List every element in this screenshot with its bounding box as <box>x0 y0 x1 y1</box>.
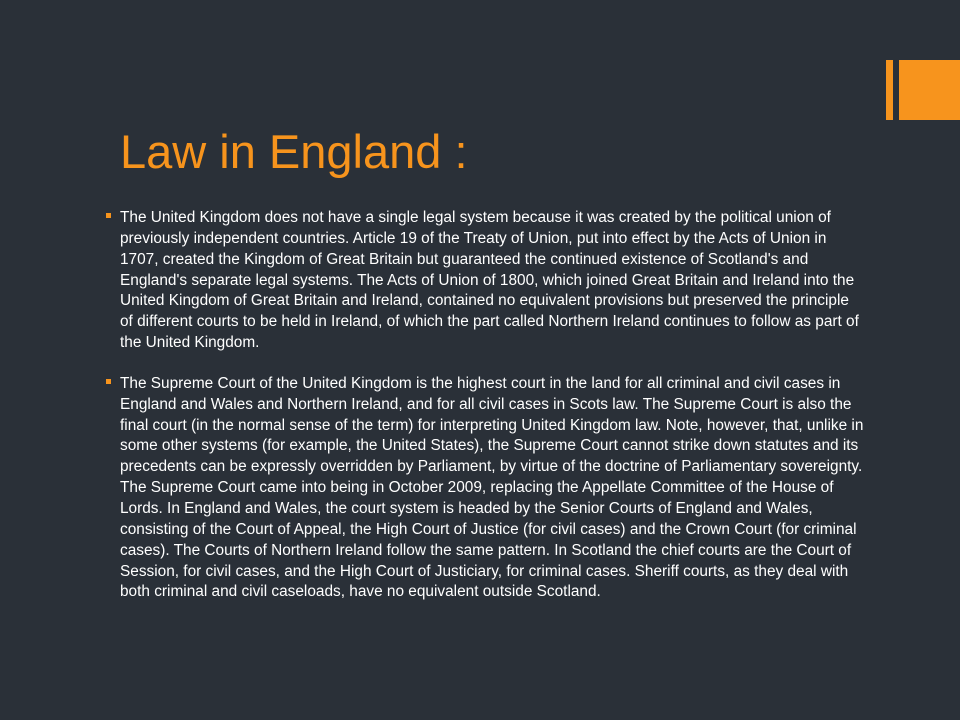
bullet-square-icon <box>106 213 111 218</box>
bullet-text: The United Kingdom does not have a single legal system because it was created by the political union of previously independent countries. Article 19 of the Treaty of Union, put into effect by the Acts of Union in 1707, created the Kingdom of Great Britain but guaranteed the continued existence of Scotland's and England's separate legal systems. The Acts of Union of 1800, which joined Great Britain and Ireland into the United Kingdom of Great Britain and Ireland, contained no equivalent provisions but preserved the principle of different courts to be held in Ireland, of which the part called Northern Ireland continues to follow as part of the United Kingdom. <box>120 209 859 352</box>
bullet-item <box>106 208 866 354</box>
accent-bar-thin <box>886 60 893 120</box>
bullet-square-icon <box>106 379 111 384</box>
bullet-item <box>106 374 866 603</box>
bullet-text: The Supreme Court of the United Kingdom is the highest court in the land for all criminal and civil cases in England and Wales and Northern Ireland, and for all civil cases in Scots law. The Supreme Court is also the final court (in the normal sense of the term) for interpreting United Kingdom law. Note, however, that, unlike in some other systems (for example, the United States), the Supreme Court cannot strike down statutes and its precedents can be expressly overridden by Parliament, by virtue of the doctrine of Parliamentary sovereignty. The Supreme Court came into being in October 2009, replacing the Appellate Committee of the House of Lords. In England and Wales, the court system is headed by the Senior Courts of England and Wales, consisting of the Court of Appeal, the High Court of Justice (for civil cases) and the Crown Court (for criminal cases). The Courts of Northern Ireland follow the same pattern. In Scotland the chief courts are the Court of Session, for civil cases, and the High Court of Justiciary, for criminal cases. Sheriff courts, as they deal with both criminal and civil caseloads, have no equivalent outside Scotland. <box>120 374 864 601</box>
bullet-list <box>106 208 866 603</box>
slide-title: Law in England : <box>120 125 468 178</box>
accent-bar-block <box>899 60 960 120</box>
